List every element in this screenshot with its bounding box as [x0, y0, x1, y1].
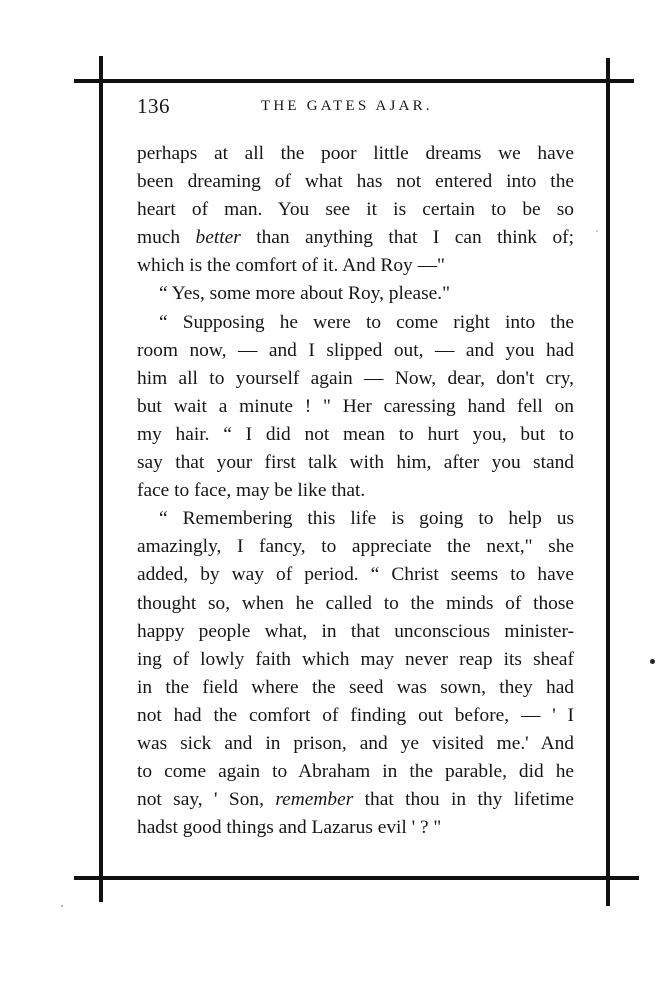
text-run: that thou in thy lifetime [353, 789, 575, 811]
text-run: than anything that I can think of; [240, 227, 574, 249]
text-line: “ Remembering this life is going to help us [159, 508, 574, 530]
bottom-border-rule [74, 876, 639, 880]
top-border-rule [74, 79, 634, 83]
text-run: much [137, 227, 196, 249]
text-line: added, by way of period. “ Christ seems to have [137, 564, 574, 586]
text-line: but wait a minute ! " Her caressing hand fell on [137, 395, 574, 417]
text-line: say that your first talk with him, after you stand [137, 452, 574, 474]
page-header [137, 94, 575, 120]
text-line: to come again to Abraham in the parable, did he [137, 761, 574, 783]
text-line: thought so, when he called to the minds of those [137, 592, 574, 614]
text-line: amazingly, I fancy, to appreciate the next," she [137, 536, 574, 558]
text-line: which is the comfort of it. And Roy —" [137, 255, 445, 277]
left-border-rule [99, 56, 103, 902]
text-run: not say, ' Son, [137, 789, 276, 811]
italic-emphasis: better [195, 227, 241, 249]
text-line: “ Yes, some more about Roy, please." [159, 283, 451, 305]
ink-speck [61, 905, 63, 907]
text-line: in the field where the seed was sown, they had [137, 676, 574, 698]
paragraph [137, 140, 574, 280]
text-line: my hair. “ I did not mean to hurt you, but to [137, 423, 574, 445]
ink-speck [650, 659, 655, 664]
text-line: was sick and in prison, and ye visited me.' And [137, 732, 574, 754]
text-line: hadst good things and Lazarus evil ' ? " [137, 817, 442, 839]
running-title: THE GATES AJAR. [261, 98, 433, 114]
text-line: face to face, may be like that. [137, 480, 366, 502]
text-line: “ Supposing he were to come right into the [159, 311, 574, 333]
text-line: been dreaming of what has not entered into the [137, 171, 574, 193]
page-number: 136 [137, 94, 170, 118]
text-line: heart of man. You see it is certain to be so [137, 199, 574, 221]
text-line: happy people what, in that unconscious minister- [137, 620, 574, 642]
ink-speck [596, 230, 598, 232]
text-line: him all to yourself again — Now, dear, don't cry, [137, 367, 574, 389]
paragraph [137, 309, 574, 506]
paragraph [137, 280, 574, 308]
text-line: ing of lowly faith which may never reap its sheaf [137, 648, 574, 670]
text-line: perhaps at all the poor little dreams we have [137, 143, 574, 164]
right-border-rule [606, 58, 610, 906]
body-text [137, 140, 574, 842]
text-line [137, 786, 574, 814]
paragraph [137, 505, 574, 842]
italic-emphasis: remember [275, 789, 354, 811]
text-line: not had the comfort of finding out before, — ' I [137, 704, 574, 726]
text-line [137, 224, 574, 252]
text-line: room now, — and I slipped out, — and you had [137, 339, 574, 361]
